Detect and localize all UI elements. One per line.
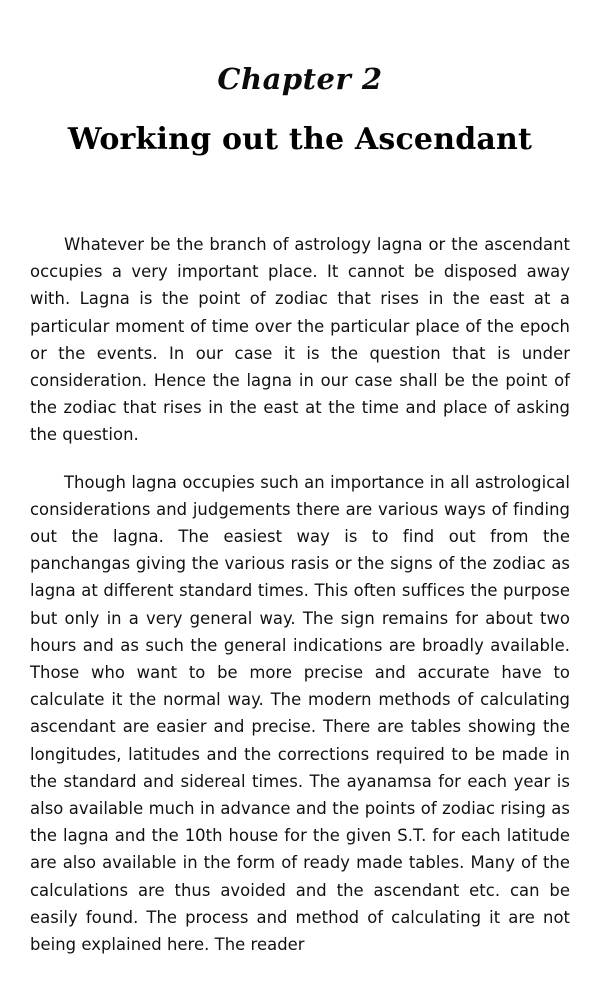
- paragraph: Whatever be the branch of astrology lagna or the ascendant occupies a very important place. It cannot be disposed away with. Lagna is the point of zodiac that rises in the east at a particular moment of time over the particular place of the epoch or the events. In our case it is the question that is under consideration. Hence the lagna in our case shall be the point of the zodiac that rises in the east at the time and place of asking the question.: [30, 235, 570, 445]
- page-title: Working out the Ascendant: [67, 122, 533, 157]
- document-page: [0, 62, 600, 986]
- chapter-label: Chapter 2: [217, 62, 383, 96]
- body-text: [30, 231, 570, 958]
- paragraph: Though lagna occupies such an importance in all astrological considerations and judgements there are various ways of finding out the lagna. The easiest way is to find out from the panchangas giving the various rasis or the signs of the zodiac as lagna at different standard times. This often suffices the purpose but only in a very general way. The sign remains for about two hours and as such the general indications are broadly available. Those who want to be more precise and accurate have to calculate it the normal way. The modern methods of calculating ascendant are easier and precise. There are tables showing the longitudes, latitudes and the corrections required to be made in the standard and sidereal times. The ayanamsa for each year is also available much in advance and the points of zodiac rising as the lagna and the 10th house for the given S.T. for each latitude are also available in the form of ready made tables. Many of the calculations are thus avoided and the ascendant etc. can be easily found. The process and method of calculating it are not being explained here. The reader: [30, 472, 570, 955]
